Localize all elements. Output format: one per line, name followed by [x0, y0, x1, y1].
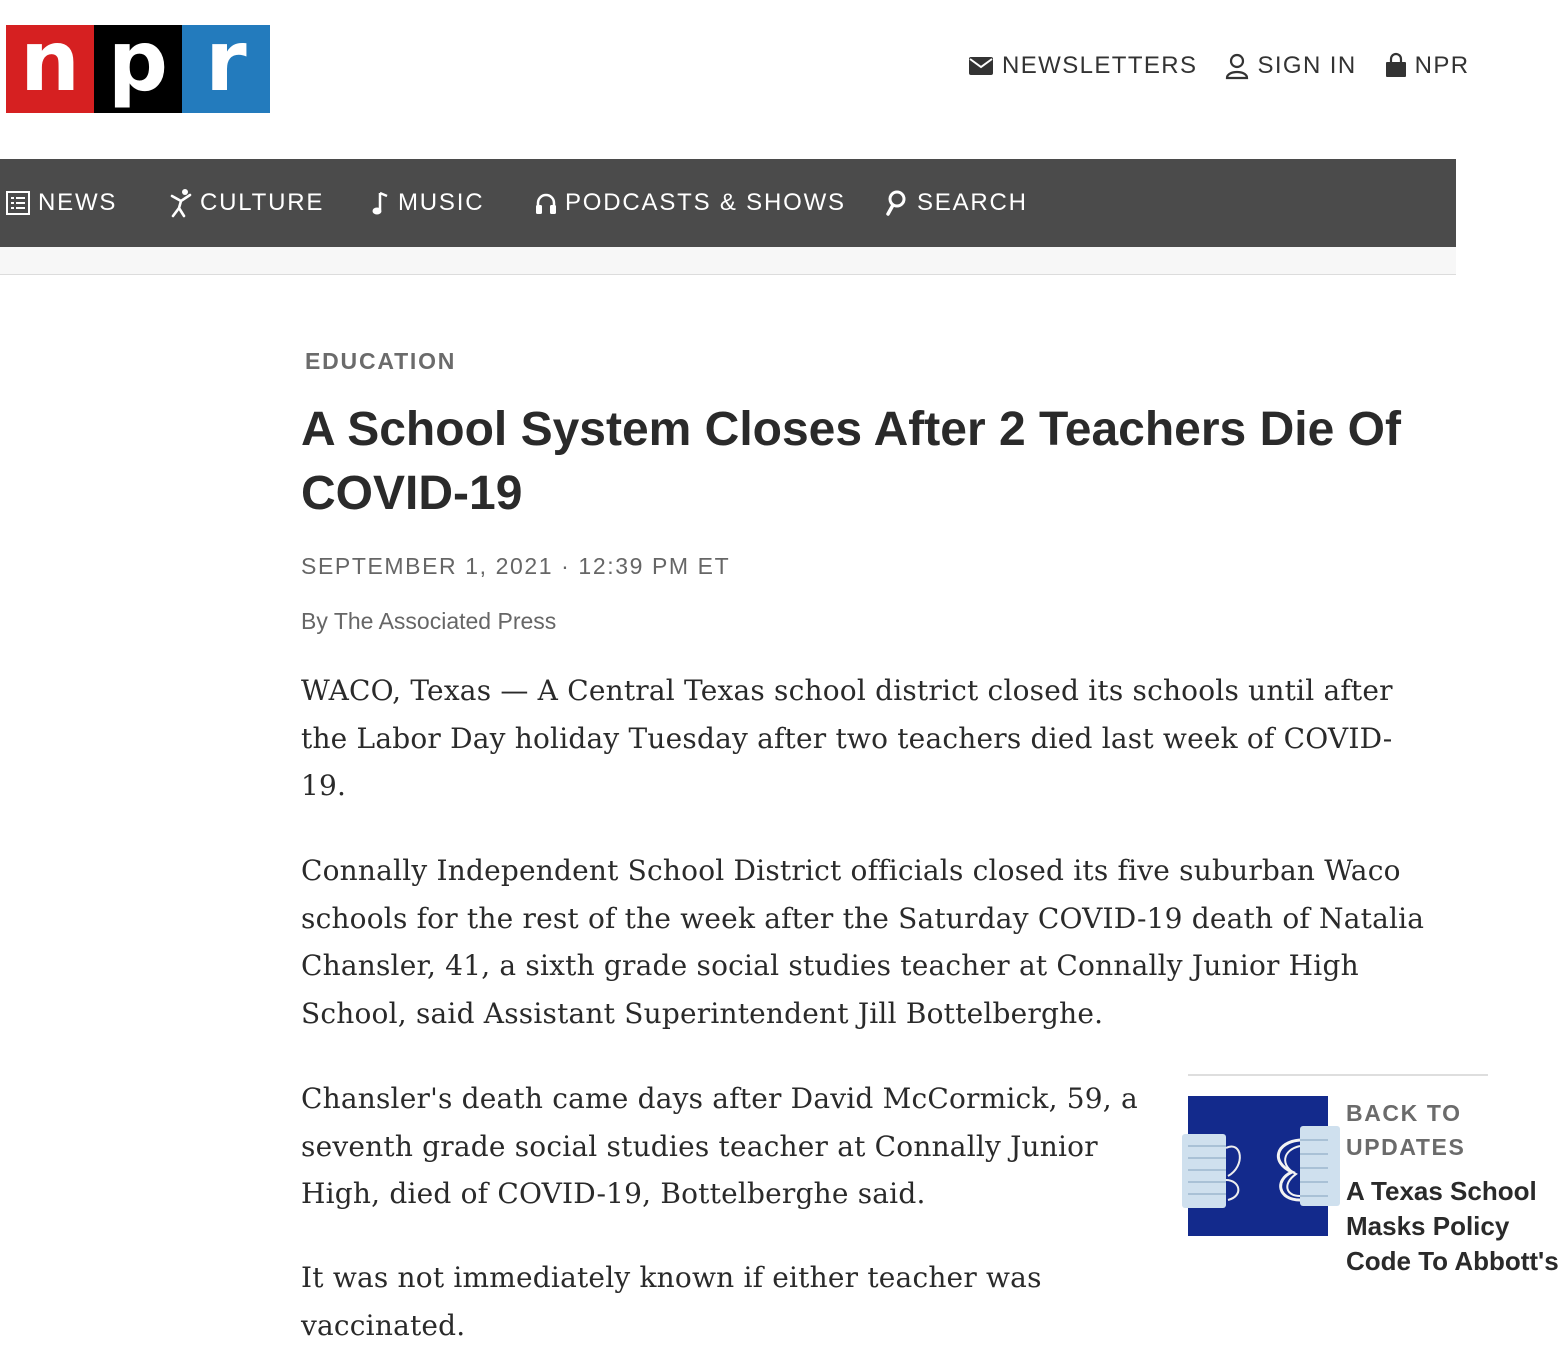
- article-paragraph: It was not immediately known if either teacher was vaccinated.: [301, 1261, 1042, 1342]
- npr-logo[interactable]: [6, 12, 270, 113]
- article-headline: A School System Closes After 2 Teachers Die Of COVID-19: [301, 403, 1401, 520]
- nav-music[interactable]: [372, 159, 484, 247]
- nav-news-label: NEWS: [38, 189, 118, 216]
- nav-culture[interactable]: [170, 159, 324, 247]
- user-icon: [1225, 53, 1249, 79]
- article-dateline: SEPTEMBER 1, 2021 · 12:39 PM ET: [301, 553, 731, 579]
- nav-podcasts-shows[interactable]: [535, 159, 846, 247]
- article-paragraph: Chansler's death came days after David McCormick, 59, a seventh grade social studies teacher at Connally Junior High, died of COVID-19, Bottelberghe said.: [301, 1082, 1138, 1210]
- sign-in-link[interactable]: [1225, 52, 1356, 80]
- nav-culture-label: CULTURE: [200, 189, 325, 216]
- npr-shop-link[interactable]: [1385, 52, 1470, 80]
- related-story-card[interactable]: [1188, 1074, 1559, 1336]
- headphones-icon: [535, 191, 557, 215]
- section-slug[interactable]: EDUCATION: [305, 348, 457, 374]
- nav-search[interactable]: [885, 159, 1028, 247]
- newsletters-link[interactable]: [968, 52, 1197, 80]
- npr-shop-label: NPR: [1414, 52, 1470, 79]
- face-masks-image: [1188, 1096, 1328, 1236]
- logo-tile-p: p: [94, 25, 182, 113]
- nav-music-label: MUSIC: [398, 189, 485, 216]
- related-story-image[interactable]: [1188, 1096, 1328, 1236]
- logo-tile-n: n: [6, 25, 94, 113]
- nav-news[interactable]: [6, 159, 117, 247]
- related-story-title[interactable]: A Texas School Masks Policy Code To Abbott's: [1346, 1176, 1559, 1276]
- related-story-kicker[interactable]: BACK TO UPDATES: [1346, 1100, 1466, 1160]
- logo-tile-r: r: [182, 25, 270, 113]
- site-header: [0, 0, 1470, 159]
- main-nav: [0, 159, 1456, 247]
- envelope-icon: [968, 56, 994, 76]
- nav-podcasts-label: PODCASTS & SHOWS: [565, 189, 846, 216]
- newsletters-label: NEWSLETTERS: [1002, 52, 1198, 79]
- byline-prefix: By: [301, 608, 334, 634]
- nav-search-label: SEARCH: [917, 189, 1028, 216]
- sign-in-label: SIGN IN: [1257, 52, 1357, 79]
- dancer-icon: [170, 188, 192, 218]
- music-note-icon: [372, 190, 390, 216]
- header-utility-links: [968, 52, 1497, 80]
- byline-author-link[interactable]: The Associated Press: [333, 608, 557, 634]
- search-icon: [885, 190, 909, 216]
- nav-sub-strip: [0, 247, 1456, 275]
- article-paragraph: WACO, Texas — A Central Texas school district closed its schools until after the Labor Day holiday Tuesday after two teachers died last week of COVID-19.: [301, 674, 1393, 802]
- shopping-bag-icon: [1385, 54, 1407, 78]
- article-byline: [301, 608, 556, 635]
- article-paragraph: Connally Independent School District officials closed its five suburban Waco schools for the rest of the week after the Saturday COVID-19 death of Natalia Chansler, 41, a sixth grade social studies teacher at Connally Junior High School, said Assistant Superintendent Jill Bottelberghe.: [301, 854, 1425, 1030]
- list-icon: [6, 191, 30, 215]
